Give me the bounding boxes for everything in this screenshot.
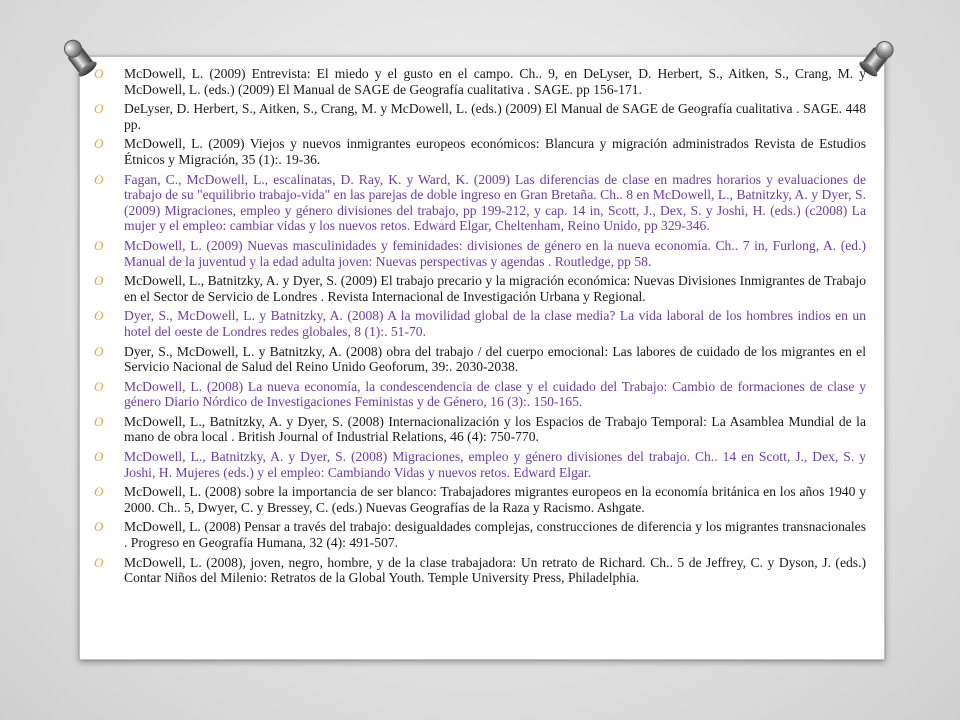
bullet-icon: O xyxy=(94,273,104,289)
reference-text: McDowell, L. (2008) Pensar a través del trabajo: desigualdades complejas, construcciones de diferencia y los migrantes transnacionales . Progreso en Geografía Humana, 32 (4): 491-507. xyxy=(124,519,866,551)
reference-text: McDowell, L., Batnitzky, A. y Dyer, S. (2008) Internacionalización y los Espacios de Trabajo Temporal: La Asamblea Mundial de la mano de obra local . British Journal of Industrial Relations, 46 (4): 750-770. xyxy=(124,413,866,445)
reference-text: McDowell, L. (2009) Nuevas masculinidades y feminidades: divisiones de género en la nueva economía. Ch.. 7 in, Furlong, A. (ed.) Manual de la juventud y la edad adulta joven: Nuevas perspectivas y agendas . Routledge, pp 58. xyxy=(124,237,866,269)
reference-item xyxy=(94,238,866,269)
reference-item xyxy=(94,172,866,234)
bullet-icon: O xyxy=(94,237,104,253)
reference-item xyxy=(94,555,866,586)
reference-item xyxy=(94,519,866,550)
reference-text: McDowell, L., Batnitzky, A. y Dyer, S. (2009) El trabajo precario y la migración económica: Nuevas Divisiones Inmigrantes de Trabajo en el Sector de Servicio de Londres . Revista Internacional de Investigación Urbana y Regional. xyxy=(124,273,866,304)
reference-text: McDowell, L. (2008), joven, negro, hombre, y de la clase trabajadora: Un retrato de Richard. Ch.. 5 de Jeffrey, C. y Dyson, J. (eds.) Contar Niños del Milenio: Retratos de la Global Youth. Temple University Press, Philadelphia. xyxy=(124,554,866,586)
reference-item xyxy=(94,414,866,445)
reference-text: McDowell, L., Batnitzky, A. y Dyer, S. (2008) Migraciones, empleo y género divisiones del trabajo. Ch.. 14 en Scott, J., Dex, S. y Joshi, H. Mujeres (eds.) y el empleo: Cambiando Vidas y nuevos retos. Edward Elgar. xyxy=(124,449,866,480)
reference-item xyxy=(94,66,866,97)
reference-text: DeLyser, D. Herbert, S., Aitken, S., Crang, M. y McDowell, L. (eds.) (2009) El Manual de SAGE de Geografía cualitativa . SAGE. 448 pp. xyxy=(124,101,866,132)
reference-item xyxy=(94,379,866,410)
bullet-icon: O xyxy=(94,449,104,465)
reference-text: Dyer, S., McDowell, L. y Batnitzky, A. (2008) A la movilidad global de la clase media? La vida laboral de los hombres indios en un hotel del oeste de Londres redes globales, 8 (1):. 51-70. xyxy=(124,308,866,339)
reference-text: McDowell, L. (2009) Viejos y nuevos inmigrantes europeos económicos: Blancura y migración administrados Revista de Estudios Étnicos y Migración, 35 (1):. 19-36. xyxy=(124,136,866,167)
reference-text: McDowell, L. (2009) Entrevista: El miedo y el gusto en el campo. Ch.. 9, en DeLyser, D. Herbert, S., Aitken, S., Crang, M. y McDowell, L. (eds.) (2009) El Manual de SAGE de Geografía cualitativa . SAGE. pp 156-171. xyxy=(124,66,866,97)
reference-text: McDowell, L. (2008) sobre la importancia de ser blanco: Trabajadores migrantes europeos en la economía británica en los años 1940 y 2000. Ch.. 5, Dwyer, C. y Bressey, C. (eds.) Nuevas Geografías de la Raza y Racismo. Ashgate. xyxy=(124,484,866,515)
reference-text: McDowell, L. (2008) La nueva economía, la condescendencia de clase y el cuidado del Trabajo: Cambio de formaciones de clase y género Diario Nórdico de Investigaciones Feministas y de Género, 16 (3):. 150-165. xyxy=(124,378,866,410)
reference-text: Dyer, S., McDowell, L. y Batnitzky, A. (2008) obra del trabajo / del cuerpo emocional: Las labores de cuidado de los migrantes en el Servicio Nacional de Salud del Reino Unido Geoforum, 39:. 2030-2038. xyxy=(124,343,866,375)
reference-text: Fagan, C., McDowell, L., escalinatas, D. Ray, K. y Ward, K. (2009) Las diferencias de clase en madres horarios y evaluaciones de trabajo de su "equilibrio trabajo-vida" en las parejas de doble ingreso en Gran Bretaña. Ch.. 8 en McDowell, L., Batnitzky, A. y Dyer, S. (2009) Migraciones, empleo y género divisiones del trabajo, pp 199-212, y cap. 14 in, Scott, J., Dex, S. y Joshi, H. (eds.) (c2008) La mujer y el empleo: cambiar vidas y los nuevos retos. Edward Elgar, Cheltenham, Reino Unido, pp 329-346. xyxy=(124,171,866,234)
reference-item xyxy=(94,136,866,167)
reference-item xyxy=(94,484,866,515)
reference-list xyxy=(94,66,866,590)
reference-item xyxy=(94,308,866,339)
bullet-icon: O xyxy=(94,343,104,359)
reference-item xyxy=(94,101,866,132)
bullet-icon: O xyxy=(94,554,104,570)
bullet-icon: O xyxy=(94,136,104,152)
bullet-icon: O xyxy=(94,519,104,535)
bullet-icon: O xyxy=(94,413,104,429)
reference-item xyxy=(94,273,866,304)
bullet-icon: O xyxy=(94,378,104,394)
reference-item xyxy=(94,449,866,480)
bullet-icon: O xyxy=(94,308,104,324)
bullet-icon: O xyxy=(94,171,104,187)
bullet-icon: O xyxy=(94,66,104,81)
bullet-icon: O xyxy=(94,484,104,500)
reference-item xyxy=(94,344,866,375)
bullet-icon: O xyxy=(94,101,104,117)
